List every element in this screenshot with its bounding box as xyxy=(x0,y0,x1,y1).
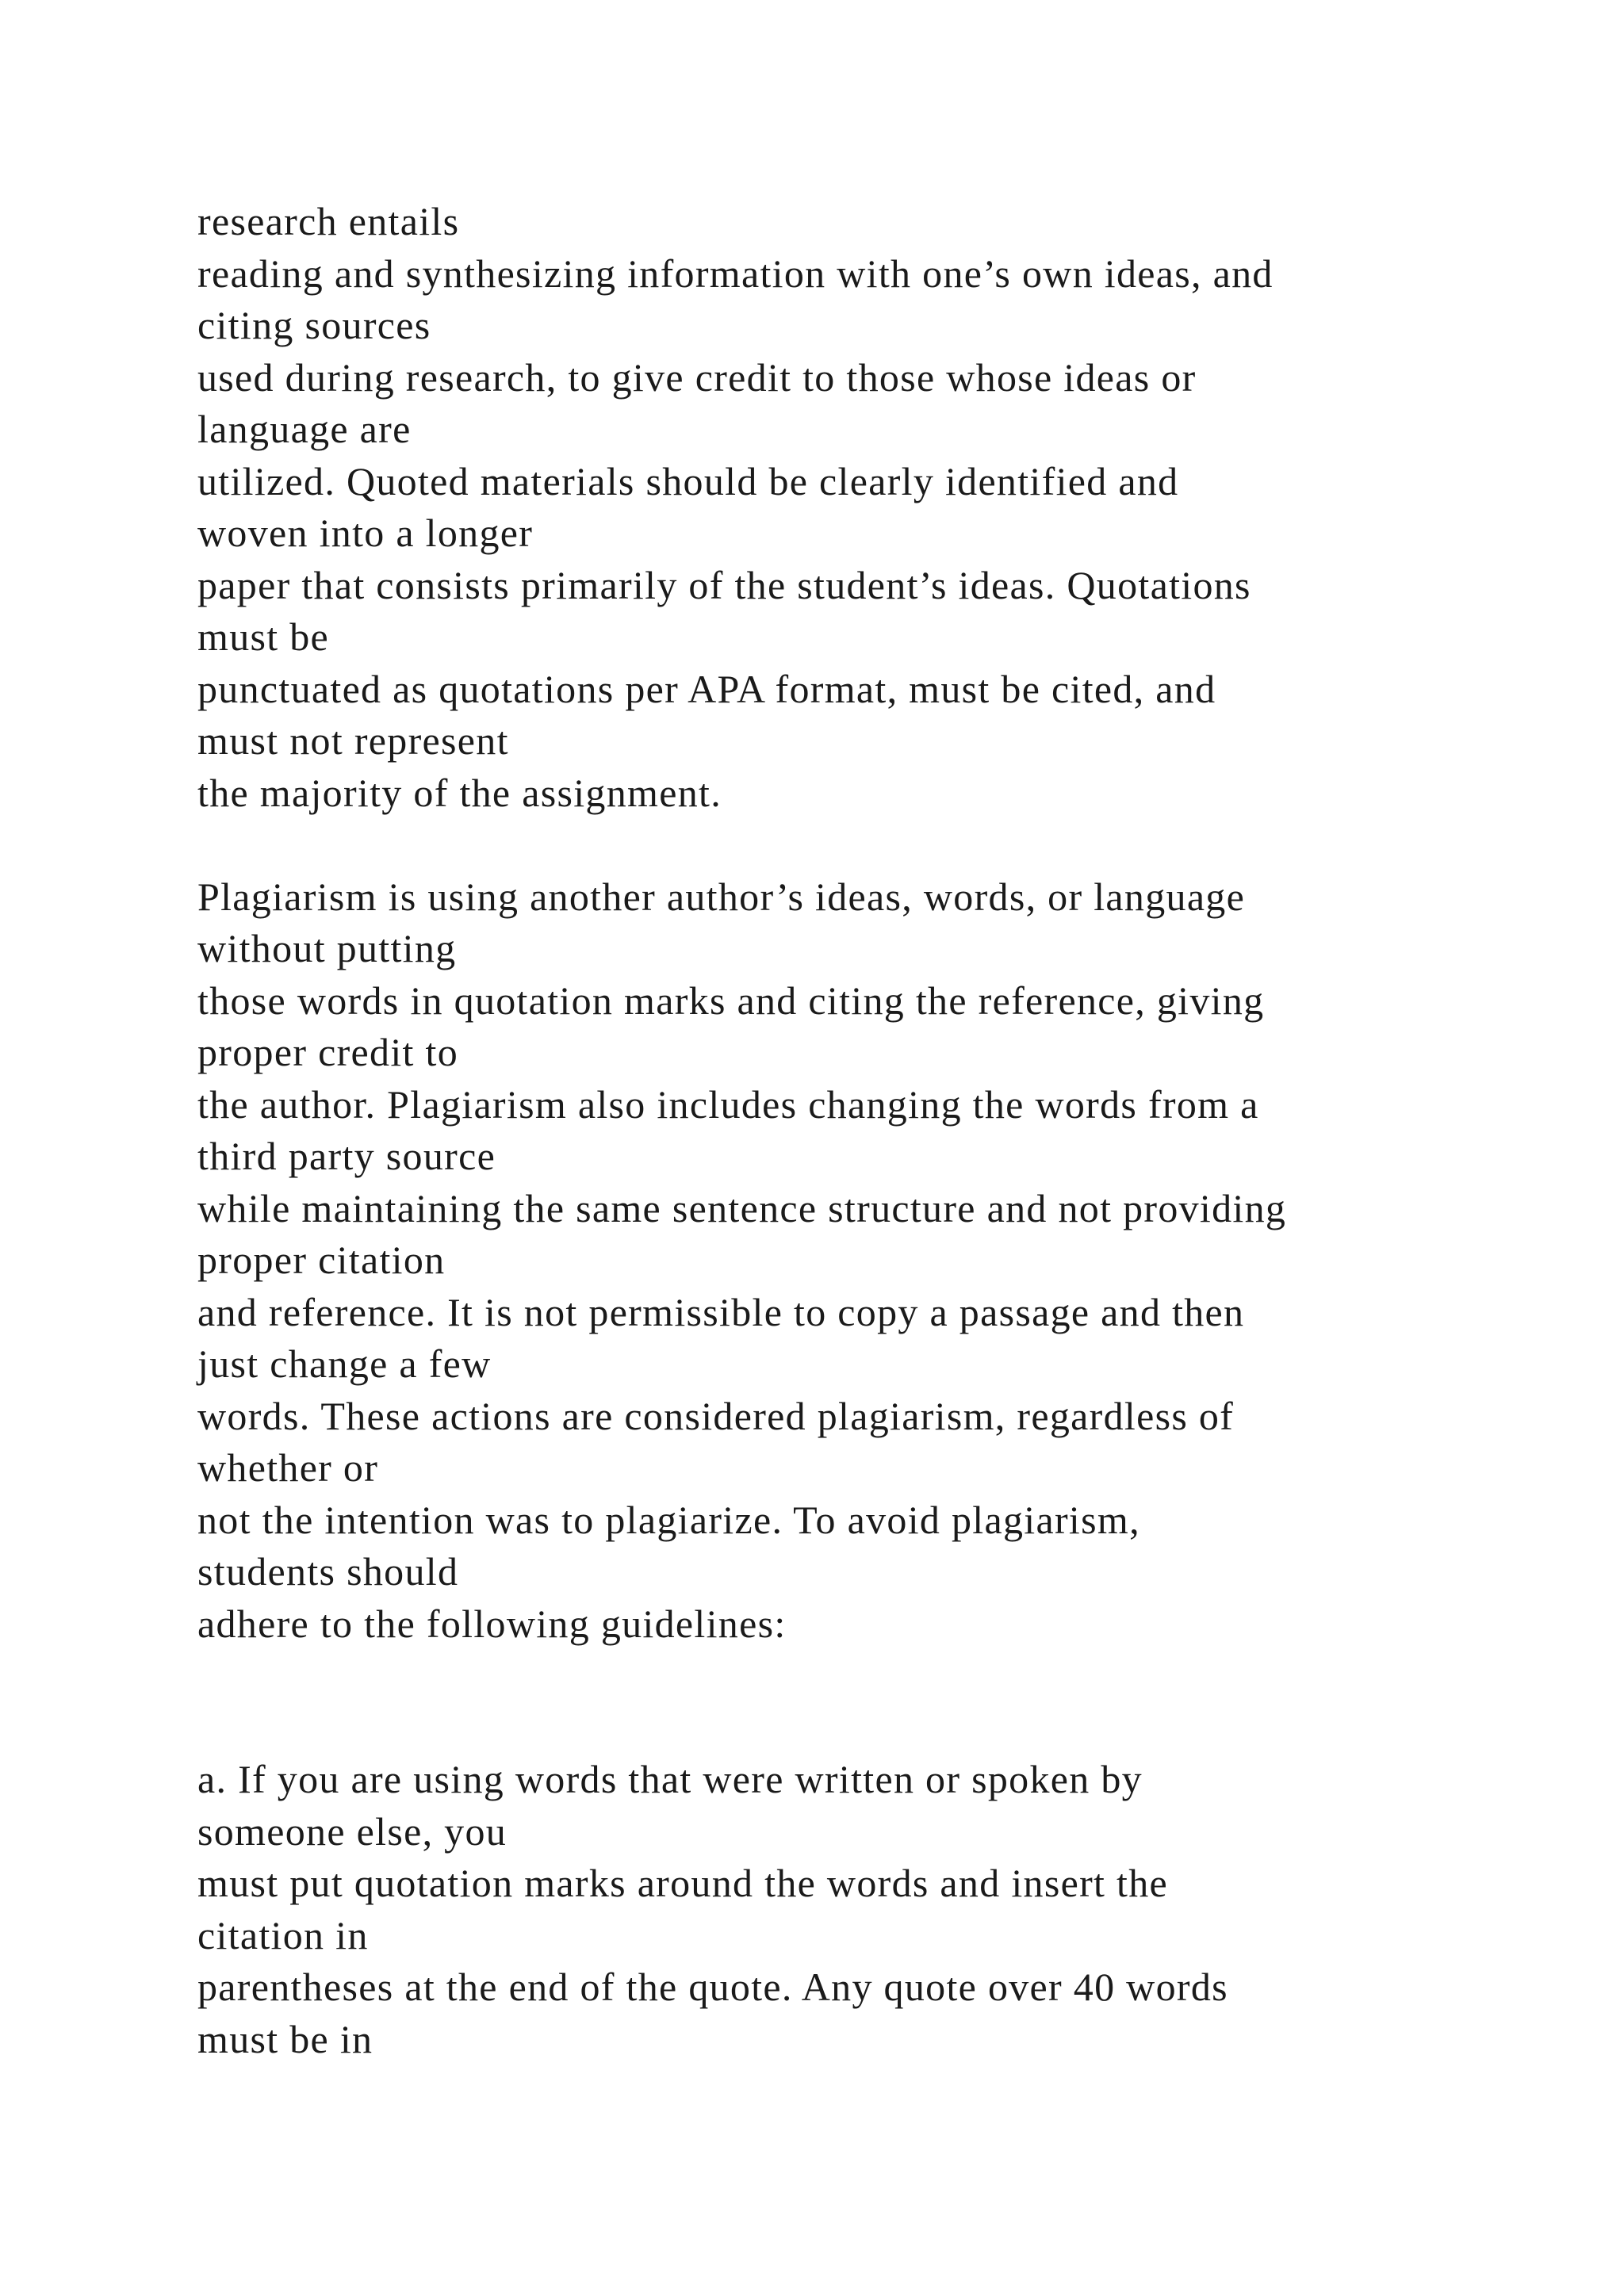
text-line: while maintaining the same sentence structure and not providing xyxy=(197,1185,1287,1230)
text-line: woven into a longer xyxy=(197,511,534,555)
text-line: parentheses at the end of the quote. Any quote over 40 words xyxy=(197,1965,1228,2009)
text-line: those words in quotation marks and citing the reference, giving xyxy=(197,978,1265,1023)
text-line: Plagiarism is using another author’s ideas, words, or language xyxy=(197,874,1246,919)
text-line: not the intention was to plagiarize. To avoid plagiarism, xyxy=(197,1497,1140,1542)
paragraph-spacer xyxy=(197,1702,1545,1755)
text-line: citing sources xyxy=(197,303,431,347)
text-line: just change a few xyxy=(197,1341,492,1386)
text-line: must be xyxy=(197,614,330,659)
paragraph-3 xyxy=(197,1754,1545,2065)
text-line: must put quotation marks around the words and insert the xyxy=(197,1861,1168,1905)
text-line: must be in xyxy=(197,2016,373,2061)
text-line: adhere to the following guidelines: xyxy=(197,1601,787,1646)
text-line: proper credit to xyxy=(197,1030,459,1074)
text-line: someone else, you xyxy=(197,1808,508,1854)
paragraph-2 xyxy=(197,871,1545,1651)
text-line: students should xyxy=(197,1549,459,1594)
text-line: third party source xyxy=(197,1134,496,1178)
text-line: proper citation xyxy=(197,1238,446,1282)
paragraph-spacer xyxy=(197,819,1545,871)
text-line: reading and synthesizing information with one’s own ideas, and xyxy=(197,251,1274,296)
text-line: utilized. Quoted materials should be clearly identified and xyxy=(197,458,1179,503)
text-line: whether or xyxy=(197,1445,379,1490)
paragraph-1 xyxy=(197,196,1545,819)
paragraph-spacer xyxy=(197,1650,1545,1702)
text-line: without putting xyxy=(197,926,457,970)
text-line: citation in xyxy=(197,1912,369,1957)
text-line: used during research, to give credit to those whose ideas or xyxy=(197,354,1197,400)
text-line: punctuated as quotations per APA format, must be cited, and xyxy=(197,666,1216,711)
text-line: words. These actions are considered plagiarism, regardless of xyxy=(197,1393,1235,1438)
document-body xyxy=(197,196,1545,2065)
text-line: the author. Plagiarism also includes changing the words from a xyxy=(197,1081,1259,1127)
text-line: must not represent xyxy=(197,718,509,763)
text-line: research entails xyxy=(197,199,460,243)
text-line: the majority of the assignment. xyxy=(197,770,722,815)
text-line: and reference. It is not permissible to copy a passage and then xyxy=(197,1289,1245,1334)
text-line: paper that consists primarily of the student’s ideas. Quotations xyxy=(197,562,1251,607)
text-line: language are xyxy=(197,407,412,451)
text-line: a. If you are using words that were written or spoken by xyxy=(197,1757,1143,1801)
